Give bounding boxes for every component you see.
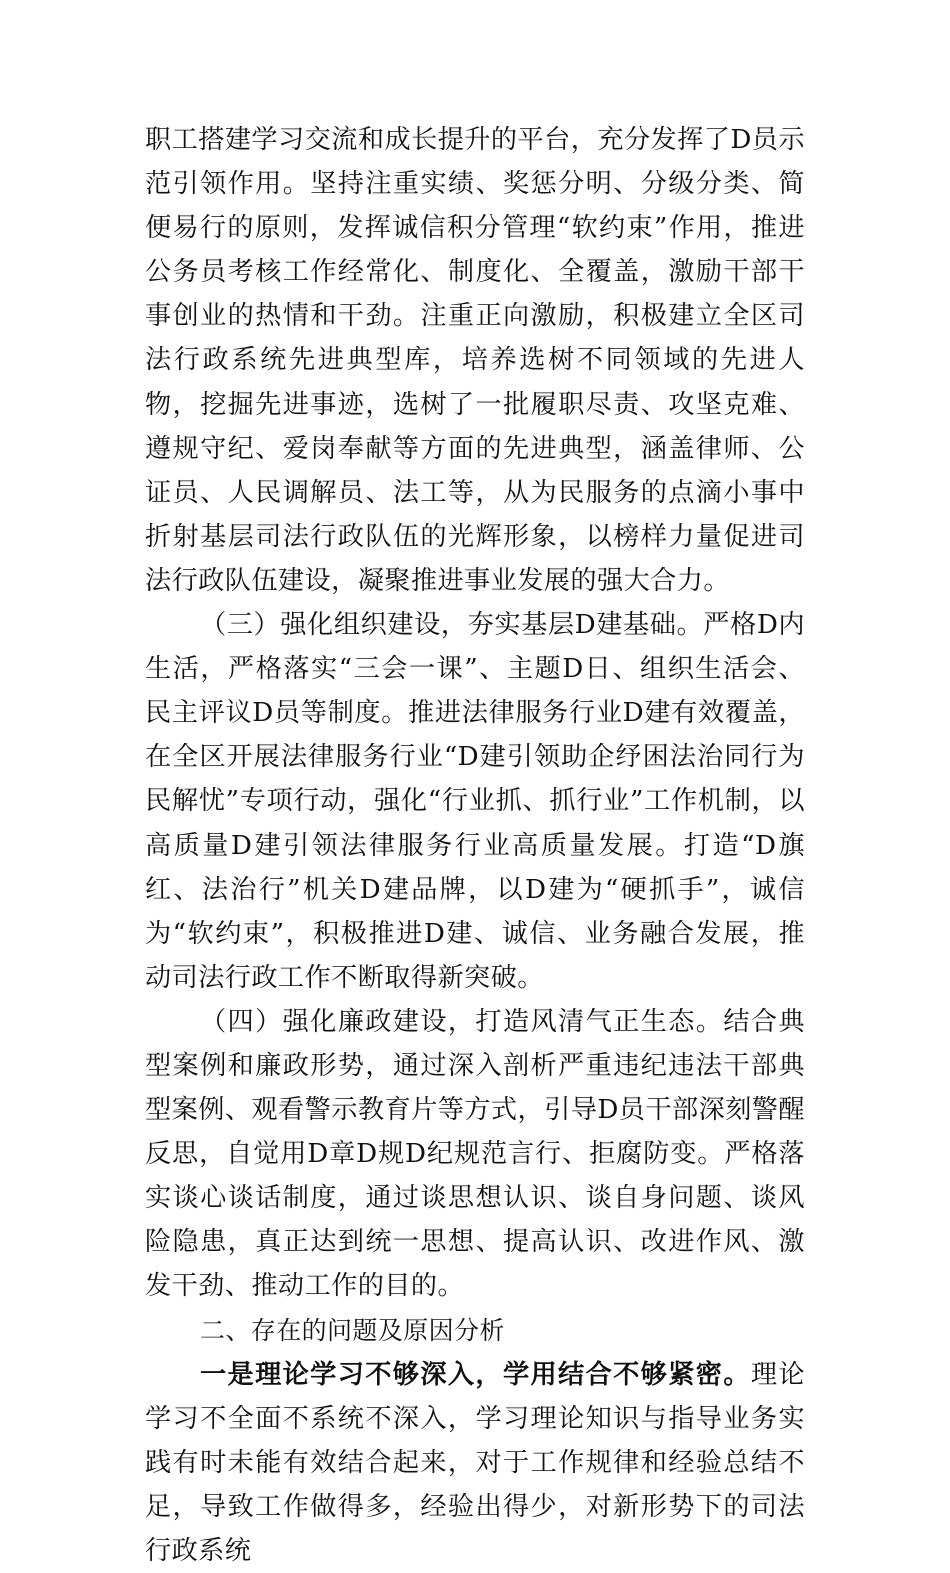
paragraph-team-building [145,118,805,603]
paragraph-integrity-building [145,1000,805,1309]
section-heading-problems [145,1309,805,1353]
document-page [145,118,805,1573]
paragraph-text: （四）强化廉政建设，打造风清气正生态。结合典型案例和廉政形势，通过深入剖析严重违纪违法干部典型案例、观看警示教育片等方式，引导D员干部深刻警醒反思，自觉用D章D规D纪规范言行、拒腐防变。严格落实谈心谈话制度，通过谈思想认识、谈自身问题、谈风险隐患，真正达到统一思想、提高认识、改进作风、激发干劲、推动工作的目的。 [145,1006,805,1302]
paragraph-text: 理论学习不全面不系统不深入，学习理论知识与指导业务实践有时未能有效结合起来，对于工作规律和经验总结不足，导致工作做得多，经验出得少，对新形势下的司法行政系统 [145,1359,805,1566]
paragraph-text: 职工搭建学习交流和成长提升的平台，充分发挥了D员示范引领作用。坚持注重实绩、奖惩分明、分级分类、简便易行的原则，发挥诚信积分管理“软约束”作用，推进公务员考核工作经常化、制度化、全覆盖，激励干部干事创业的热情和干劲。注重正向激励，积极建立全区司法行政系统先进典型库，培养选树不同领域的先进人物，挖掘先进事迹，选树了一批履职尽责、攻坚克难、遵规守纪、爱岗奉献等方面的先进典型，涵盖律师、公证员、人民调解员、法工等，从为民服务的点滴小事中折射基层司法行政队伍的光辉形象，以榜样力量促进司法行政队伍建设，凝聚推进事业发展的强大合力。 [145,125,805,596]
section-heading-text: 二、存在的问题及原因分析 [200,1315,505,1345]
paragraph-lead-bold: 一是理论学习不够深入，学用结合不够紧密。 [200,1358,751,1390]
paragraph-text: （三）强化组织建设，夯实基层D建基础。严格D内生活，严格落实“三会一课”、主题D日、组织生活会、民主评议D员等制度。推进法律服务行业D建有效覆盖，在全区开展法律服务行业“D建引领助企纾困法治同行为民解忧”专项行动，强化“行业抓、抓行业”工作机制，以高质量D建引领法律服务行业高质量发展。打造“D旗红、法治行”机关D建品牌，以D建为“硬抓手”，诚信为“软约束”，积极推进D建、诚信、业务融合发展，推动司法行政工作不断取得新突破。 [145,610,805,993]
paragraph-problem-one [145,1353,805,1573]
paragraph-organization-building [145,603,805,1000]
